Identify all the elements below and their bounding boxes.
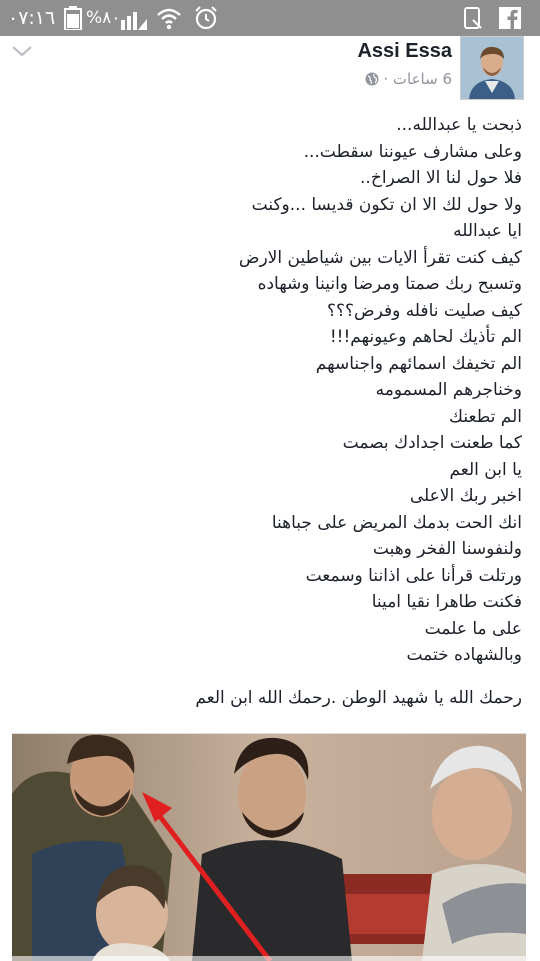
post-text-line: على ما علمت	[424, 618, 522, 639]
post-text-line: كيف صليت نافله وفرض؟؟؟	[326, 300, 522, 321]
post-text-line: ولنفوسنا الفخر وهبت	[372, 539, 522, 559]
alarm-icon	[194, 0, 218, 36]
globe-icon	[365, 72, 379, 86]
post-text-line: انك الحت بدمك المريض على جباهنا	[271, 512, 522, 533]
post-text-line: يا ابن العم	[449, 459, 522, 480]
post-text-line: الم تطعنك	[449, 406, 522, 427]
post-meta	[365, 70, 452, 88]
post-text-line: ذبحت يا عبدالله...	[396, 115, 522, 135]
post-text-line: وبالشهاده ختمت	[406, 645, 522, 665]
facebook-icon	[498, 0, 522, 36]
battery-icon	[64, 0, 82, 36]
signal-icon	[120, 0, 148, 36]
avatar[interactable]	[460, 36, 524, 100]
status-time: ٠٧:١٦	[8, 7, 56, 29]
author-name[interactable]: Assi Essa	[357, 40, 452, 62]
post-text-line: ورتلت قرأنا على اذاننا وسمعت	[305, 565, 522, 586]
screenshot-icon	[462, 0, 484, 36]
post-text-line: وتسبح ربك صمتا ومرضا وانينا وشهاده	[257, 274, 522, 294]
post-text-line: وعلى مشارف عيوننا سقطت...	[303, 141, 522, 162]
post-text-line: فكنت طاهرا نقيا امينا	[371, 592, 522, 612]
post-text-line: كيف كنت تقرأ الايات بين شياطين الارض	[238, 247, 522, 268]
wifi-icon	[156, 0, 182, 36]
post-closing-line: رحمك الله يا شهيد الوطن .رحمك الله ابن العم	[195, 688, 522, 708]
post-text-line: الم تخيفك اسمائهم واجناسهم	[315, 353, 522, 374]
post-header	[0, 36, 540, 106]
post-text-line: كما طعنت اجدادك بصمت	[342, 433, 522, 453]
post-text-line: الم تأذيك لحاهم وعيونهم!!!	[329, 327, 522, 347]
post-photo[interactable]	[12, 733, 526, 961]
post-body	[22, 112, 522, 669]
chevron-down-icon[interactable]	[10, 42, 34, 60]
post-text-line: ولا حول لك الا ان تكون قديسا ...وكنت	[251, 194, 522, 215]
post-text-line: ايا عبدالله	[453, 221, 522, 241]
post-time[interactable]: 6 ساعات ·	[383, 70, 452, 88]
status-bar	[0, 0, 540, 36]
battery-percent: %٨٠	[86, 8, 121, 28]
post-text-line: وخناجرهم المسمومه	[375, 380, 522, 400]
post-text-line: اخبر ربك الاعلى	[409, 486, 522, 506]
post-text-line: فلا حول لنا الا الصراخ..	[360, 168, 522, 188]
